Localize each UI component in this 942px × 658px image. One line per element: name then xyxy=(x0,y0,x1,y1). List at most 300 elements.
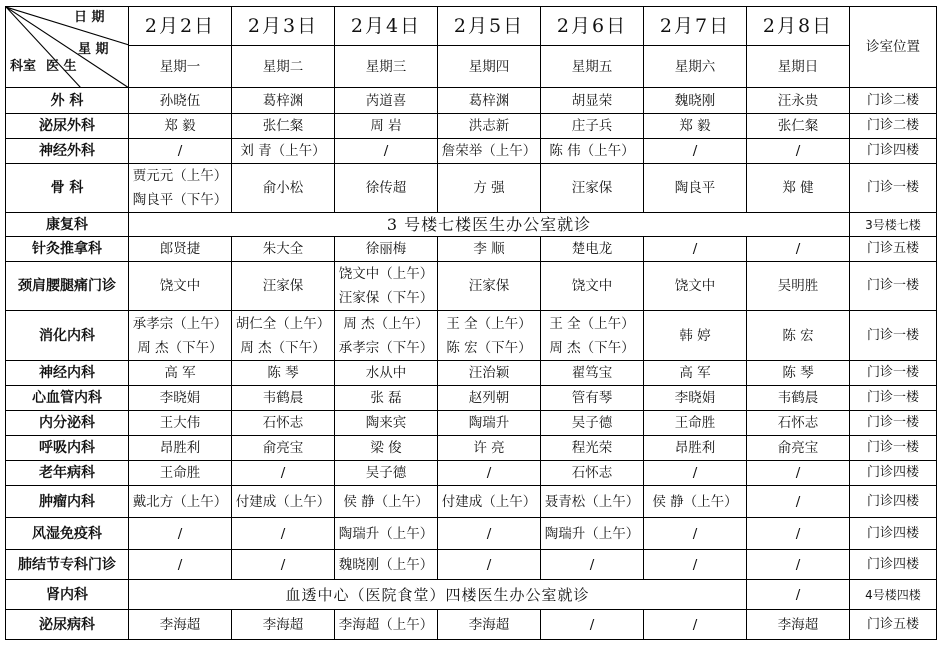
doctor-cell xyxy=(335,486,438,518)
schedule-row xyxy=(6,518,937,550)
doctor-cell xyxy=(644,361,747,386)
doctor-cell xyxy=(335,436,438,461)
doctor-cell xyxy=(129,550,232,580)
doctor-cell xyxy=(747,436,850,461)
doctor-cell xyxy=(541,436,644,461)
doctor-entry: 高 军 xyxy=(164,365,196,381)
doctor-entry: 戴北方（上午） xyxy=(132,493,228,510)
doctor-entry: 王 全（上午） xyxy=(446,315,532,332)
doctor-cell xyxy=(335,461,438,486)
doctor-cell xyxy=(232,311,335,361)
date-header: 2月8日 xyxy=(747,7,850,46)
doctor-cell xyxy=(644,610,747,640)
schedule-row xyxy=(6,213,937,237)
clinic-location: 门诊五楼 xyxy=(850,610,937,640)
doctor-entry: 魏晓刚 xyxy=(674,92,716,109)
clinic-location: 门诊四楼 xyxy=(850,461,937,486)
doctor-entry: 李海超 xyxy=(468,616,510,633)
doctor-entry: 李晓娟 xyxy=(159,390,201,406)
doctor-entry: 汪永贵 xyxy=(777,92,819,109)
schedule-row xyxy=(6,461,937,486)
date-header: 2月2日 xyxy=(129,7,232,46)
schedule-row xyxy=(6,411,937,436)
doctor-cell xyxy=(438,88,541,114)
schedule-row xyxy=(6,550,937,580)
clinic-location: 门诊四楼 xyxy=(850,518,937,550)
department-name: 消化内科 xyxy=(6,311,129,361)
merged-note-cell: 3 号楼七楼医生办公室就诊 xyxy=(129,213,850,237)
schedule-row xyxy=(6,580,937,610)
date-header: 2月3日 xyxy=(232,7,335,46)
doctor-cell xyxy=(541,361,644,386)
doctor-cell xyxy=(335,262,438,311)
doctor-entry: 侯 静（上午） xyxy=(652,493,738,510)
doctor-entry: 徐丽梅 xyxy=(365,241,407,257)
doctor-entry: 汪家保（下午） xyxy=(338,290,434,306)
doctor-cell xyxy=(129,436,232,461)
doctor-cell xyxy=(335,411,438,436)
doctor-cell xyxy=(335,550,438,580)
corner-date-label: 日 期 xyxy=(74,10,105,25)
clinic-location: 门诊一楼 xyxy=(850,311,937,361)
doctor-entry: / xyxy=(177,525,183,542)
doctor-cell xyxy=(129,139,232,164)
department-name: 针灸推拿科 xyxy=(6,237,129,262)
doctor-cell xyxy=(644,311,747,361)
clinic-location: 门诊四楼 xyxy=(850,486,937,518)
doctor-cell xyxy=(541,139,644,164)
doctor-entry: / xyxy=(692,525,698,542)
doctor-cell xyxy=(438,518,541,550)
doctor-cell xyxy=(335,386,438,411)
doctor-entry: 周 岩 xyxy=(370,118,402,134)
doctor-cell xyxy=(438,237,541,262)
doctor-cell xyxy=(747,262,850,311)
doctor-cell xyxy=(129,88,232,114)
date-header: 2月6日 xyxy=(541,7,644,46)
doctor-entry: 孙晓伍 xyxy=(159,92,201,109)
doctor-entry: 梁 俊 xyxy=(370,440,402,456)
doctor-cell xyxy=(747,461,850,486)
department-name: 呼吸内科 xyxy=(6,436,129,461)
doctor-cell xyxy=(438,411,541,436)
corner-weekday-label: 星 期 xyxy=(78,42,109,57)
doctor-cell xyxy=(129,518,232,550)
clinic-location: 门诊四楼 xyxy=(850,139,937,164)
doctor-entry: 陶瑞升（上午） xyxy=(544,525,640,542)
weekday-header: 星期三 xyxy=(335,46,438,88)
doctor-entry: 洪志新 xyxy=(468,118,510,134)
doctor-entry: 王 全（上午） xyxy=(549,315,635,332)
doctor-cell xyxy=(232,114,335,139)
doctor-entry: / xyxy=(795,241,801,257)
doctor-cell xyxy=(438,461,541,486)
doctor-cell xyxy=(335,518,438,550)
doctor-entry: / xyxy=(280,465,286,481)
doctor-cell xyxy=(129,237,232,262)
doctor-cell xyxy=(335,139,438,164)
department-name: 神经外科 xyxy=(6,139,129,164)
doctor-entry: 陈 宏 xyxy=(782,327,814,344)
department-name: 泌尿外科 xyxy=(6,114,129,139)
doctor-entry: 方 强 xyxy=(473,180,505,196)
department-name: 骨 科 xyxy=(6,164,129,213)
doctor-cell xyxy=(232,262,335,311)
doctor-entry: 张仁粲 xyxy=(777,118,819,134)
doctor-entry: 俞亮宝 xyxy=(777,440,819,456)
doctor-cell xyxy=(438,114,541,139)
doctor-entry: 郑 毅 xyxy=(679,118,711,134)
doctor-entry: / xyxy=(177,143,183,159)
schedule-row xyxy=(6,139,937,164)
doctor-cell xyxy=(129,486,232,518)
doctor-entry: / xyxy=(589,556,595,573)
doctor-cell xyxy=(129,461,232,486)
schedule-row xyxy=(6,486,937,518)
doctor-entry: 陶来宾 xyxy=(365,415,407,431)
doctor-entry: 郎贤捷 xyxy=(159,241,201,257)
doctor-cell xyxy=(541,164,644,213)
doctor-entry: 陈 琴 xyxy=(267,365,299,381)
doctor-entry: 付建成（上午） xyxy=(235,493,331,510)
doctor-entry: 陶瑞升（上午） xyxy=(338,525,434,542)
doctor-entry: 李 顺 xyxy=(473,241,505,257)
doctor-entry: 徐传超 xyxy=(365,180,407,196)
doctor-cell xyxy=(747,88,850,114)
doctor-entry: 高 军 xyxy=(679,365,711,381)
doctor-cell xyxy=(129,262,232,311)
corner-header-cell xyxy=(6,7,129,88)
doctor-cell xyxy=(232,164,335,213)
schedule-row xyxy=(6,386,937,411)
doctor-cell xyxy=(129,311,232,361)
doctor-cell xyxy=(644,88,747,114)
doctor-entry: 张 磊 xyxy=(370,390,402,406)
doctor-entry: 胡仁全（上午） xyxy=(235,315,331,332)
doctor-entry: 李晓娟 xyxy=(674,390,716,406)
doctor-cell xyxy=(747,518,850,550)
doctor-cell xyxy=(541,610,644,640)
doctor-cell xyxy=(747,311,850,361)
doctor-cell xyxy=(438,311,541,361)
department-name: 肺结节专科门诊 xyxy=(6,550,129,580)
doctor-entry: 翟笃宝 xyxy=(571,365,613,381)
doctor-entry: 吴子德 xyxy=(571,415,613,431)
doctor-cell xyxy=(335,114,438,139)
doctor-cell xyxy=(335,361,438,386)
doctor-entry: / xyxy=(486,465,492,481)
doctor-entry: 石怀志 xyxy=(571,465,613,481)
doctor-cell xyxy=(438,610,541,640)
doctor-entry: 程光荣 xyxy=(571,440,613,456)
doctor-cell xyxy=(747,610,850,640)
doctor-cell xyxy=(541,311,644,361)
department-name: 神经内科 xyxy=(6,361,129,386)
doctor-cell xyxy=(541,411,644,436)
weekday-header: 星期日 xyxy=(747,46,850,88)
doctor-cell xyxy=(129,361,232,386)
doctor-cell xyxy=(129,164,232,213)
doctor-cell xyxy=(747,114,850,139)
date-header: 2月5日 xyxy=(438,7,541,46)
clinic-location: 门诊四楼 xyxy=(850,550,937,580)
doctor-entry: 朱大全 xyxy=(262,241,304,257)
location-header: 诊室位置 xyxy=(850,7,937,88)
doctor-entry: / xyxy=(795,493,801,510)
doctor-cell xyxy=(747,139,850,164)
doctor-cell xyxy=(747,237,850,262)
schedule-body xyxy=(6,88,937,640)
doctor-cell xyxy=(129,114,232,139)
doctor-cell xyxy=(644,262,747,311)
doctor-entry: / xyxy=(692,556,698,573)
doctor-entry: 汪家保 xyxy=(571,180,613,196)
doctor-cell xyxy=(541,262,644,311)
doctor-entry: / xyxy=(692,616,698,633)
clinic-location: 门诊一楼 xyxy=(850,386,937,411)
doctor-cell xyxy=(541,386,644,411)
doctor-entry: 葛梓渊 xyxy=(468,92,510,109)
schedule-row xyxy=(6,610,937,640)
doctor-cell xyxy=(438,386,541,411)
doctor-entry: / xyxy=(692,143,698,159)
schedule-row xyxy=(6,164,937,213)
department-name: 外 科 xyxy=(6,88,129,114)
department-name: 颈肩腰腿痛门诊 xyxy=(6,262,129,311)
doctor-entry: 郑 健 xyxy=(782,180,814,196)
doctor-entry: / xyxy=(692,465,698,481)
doctor-entry: 胡显荣 xyxy=(571,92,613,109)
doctor-cell xyxy=(644,486,747,518)
clinic-location: 门诊二楼 xyxy=(850,114,937,139)
doctor-entry: 俞小松 xyxy=(262,180,304,196)
doctor-cell xyxy=(747,164,850,213)
doctor-cell xyxy=(232,386,335,411)
date-header: 2月4日 xyxy=(335,7,438,46)
doctor-entry: 周 杰（下午） xyxy=(137,339,223,356)
doctor-cell xyxy=(232,486,335,518)
doctor-entry: 昂胜利 xyxy=(674,440,716,456)
doctor-cell xyxy=(644,461,747,486)
doctor-entry: 李海超 xyxy=(262,616,304,633)
clinic-location: 门诊二楼 xyxy=(850,88,937,114)
doctor-cell xyxy=(747,386,850,411)
doctor-entry: 魏晓刚（上午） xyxy=(338,556,434,573)
doctor-entry: 张仁粲 xyxy=(262,118,304,134)
doctor-cell xyxy=(747,411,850,436)
doctor-cell xyxy=(129,386,232,411)
doctor-entry: 聂青松（上午） xyxy=(544,493,640,510)
doctor-entry: 承孝宗（下午） xyxy=(338,339,434,356)
doctor-cell xyxy=(232,518,335,550)
department-name: 泌尿病科 xyxy=(6,610,129,640)
clinic-location: 3号楼七楼 xyxy=(850,213,937,237)
doctor-cell xyxy=(232,436,335,461)
corner-diagonal-lines xyxy=(6,7,129,88)
doctor-entry: 陶瑞升 xyxy=(468,415,510,431)
clinic-location: 门诊一楼 xyxy=(850,262,937,311)
date-header-row xyxy=(6,7,937,46)
doctor-entry: / xyxy=(177,556,183,573)
doctor-cell xyxy=(335,610,438,640)
duty-schedule-table xyxy=(5,6,937,640)
doctor-entry: 饶文中 xyxy=(571,278,613,294)
doctor-entry: 许 亮 xyxy=(473,440,505,456)
doctor-cell xyxy=(232,88,335,114)
schedule-row xyxy=(6,361,937,386)
doctor-entry: 侯 静（上午） xyxy=(343,493,429,510)
doctor-entry: 庄子兵 xyxy=(571,118,613,134)
merged-note-cell: 血透中心（医院食堂）四楼医生办公室就诊 xyxy=(129,580,747,610)
schedule-row xyxy=(6,311,937,361)
doctor-entry: 楚电龙 xyxy=(571,241,613,257)
doctor-cell xyxy=(541,550,644,580)
corner-doctor-label: 医 生 xyxy=(46,59,77,74)
department-name: 内分泌科 xyxy=(6,411,129,436)
doctor-entry: 芮道喜 xyxy=(365,92,407,109)
clinic-location: 门诊一楼 xyxy=(850,361,937,386)
doctor-cell xyxy=(747,486,850,518)
doctor-cell: / xyxy=(747,580,850,610)
doctor-entry: / xyxy=(280,525,286,542)
doctor-entry: 饶文中 xyxy=(159,278,201,294)
doctor-cell xyxy=(129,610,232,640)
doctor-cell xyxy=(541,88,644,114)
weekday-header: 星期二 xyxy=(232,46,335,88)
doctor-cell xyxy=(644,550,747,580)
doctor-entry: 汪家保 xyxy=(262,278,304,294)
doctor-entry: 郑 毅 xyxy=(164,118,196,134)
doctor-entry: 饶文中 xyxy=(674,278,716,294)
doctor-cell xyxy=(644,114,747,139)
doctor-cell xyxy=(541,114,644,139)
doctor-entry: 王大伟 xyxy=(159,415,201,431)
doctor-entry: 周 杰（上午） xyxy=(343,315,429,332)
doctor-cell xyxy=(438,550,541,580)
department-name: 肿瘤内科 xyxy=(6,486,129,518)
doctor-cell xyxy=(232,461,335,486)
doctor-cell xyxy=(541,237,644,262)
doctor-entry: 韦鹤晨 xyxy=(262,390,304,406)
doctor-entry: 周 杰（下午） xyxy=(240,339,326,356)
doctor-cell xyxy=(644,139,747,164)
doctor-entry: 昂胜利 xyxy=(159,440,201,456)
doctor-entry: / xyxy=(795,556,801,573)
doctor-entry: 石怀志 xyxy=(262,415,304,431)
doctor-cell xyxy=(644,518,747,550)
doctor-entry: 石怀志 xyxy=(777,415,819,431)
weekday-header-row xyxy=(6,46,937,88)
doctor-entry: 陶良平（下午） xyxy=(132,192,228,208)
doctor-entry: 陈 伟（上午） xyxy=(549,143,635,159)
doctor-entry: / xyxy=(486,525,492,542)
department-name: 心血管内科 xyxy=(6,386,129,411)
doctor-entry: 汪家保 xyxy=(468,278,510,294)
weekday-header: 星期四 xyxy=(438,46,541,88)
doctor-entry: 王命胜 xyxy=(159,465,201,481)
date-header: 2月7日 xyxy=(644,7,747,46)
clinic-location: 门诊五楼 xyxy=(850,237,937,262)
doctor-entry: 刘 青（上午） xyxy=(240,143,326,159)
doctor-entry: 管有琴 xyxy=(571,390,613,406)
department-name: 肾内科 xyxy=(6,580,129,610)
doctor-cell xyxy=(232,411,335,436)
schedule-row xyxy=(6,262,937,311)
doctor-cell xyxy=(438,139,541,164)
doctor-cell xyxy=(438,361,541,386)
doctor-entry: 李海超 xyxy=(777,616,819,633)
doctor-cell xyxy=(644,164,747,213)
doctor-entry: 汪治颖 xyxy=(468,365,510,381)
doctor-cell xyxy=(541,461,644,486)
schedule-row xyxy=(6,114,937,139)
weekday-header: 星期六 xyxy=(644,46,747,88)
doctor-cell xyxy=(335,164,438,213)
doctor-entry: 陶良平 xyxy=(674,180,716,196)
doctor-entry: / xyxy=(795,143,801,159)
doctor-cell xyxy=(232,550,335,580)
doctor-entry: 吴子德 xyxy=(365,465,407,481)
doctor-cell xyxy=(335,237,438,262)
doctor-entry: 李海超（上午） xyxy=(338,616,434,633)
doctor-cell xyxy=(644,237,747,262)
department-name: 康复科 xyxy=(6,213,129,237)
doctor-entry: 陈 宏（下午） xyxy=(446,339,532,356)
corner-dept-label: 科室 xyxy=(10,59,37,74)
doctor-entry: 韩 婷 xyxy=(679,327,711,344)
doctor-cell xyxy=(232,237,335,262)
doctor-cell xyxy=(335,311,438,361)
doctor-cell xyxy=(438,486,541,518)
weekday-header: 星期一 xyxy=(129,46,232,88)
doctor-entry: 赵列朝 xyxy=(468,390,510,406)
doctor-entry: / xyxy=(486,556,492,573)
doctor-entry: / xyxy=(280,556,286,573)
doctor-cell xyxy=(438,164,541,213)
department-name: 风湿免疫科 xyxy=(6,518,129,550)
doctor-entry: 韦鹤晨 xyxy=(777,390,819,406)
department-name: 老年病科 xyxy=(6,461,129,486)
doctor-entry: 李海超 xyxy=(159,616,201,633)
clinic-location: 门诊一楼 xyxy=(850,436,937,461)
clinic-location: 门诊一楼 xyxy=(850,411,937,436)
doctor-entry: 承孝宗（上午） xyxy=(132,315,228,332)
clinic-location: 门诊一楼 xyxy=(850,164,937,213)
doctor-cell xyxy=(644,386,747,411)
doctor-cell xyxy=(232,139,335,164)
doctor-cell xyxy=(335,88,438,114)
doctor-entry: 周 杰（下午） xyxy=(549,339,635,356)
doctor-cell xyxy=(644,411,747,436)
doctor-cell xyxy=(747,550,850,580)
doctor-entry: 俞亮宝 xyxy=(262,440,304,456)
doctor-cell xyxy=(232,361,335,386)
weekday-header: 星期五 xyxy=(541,46,644,88)
doctor-entry: 付建成（上午） xyxy=(441,493,537,510)
doctor-cell xyxy=(541,486,644,518)
doctor-cell xyxy=(438,436,541,461)
doctor-entry: 饶文中（上午） xyxy=(338,266,434,282)
doctor-cell xyxy=(129,411,232,436)
schedule-row xyxy=(6,237,937,262)
doctor-entry: 水从中 xyxy=(365,365,407,381)
schedule-row xyxy=(6,436,937,461)
doctor-entry: / xyxy=(589,616,595,633)
doctor-cell xyxy=(747,361,850,386)
doctor-cell xyxy=(541,518,644,550)
doctor-entry: 陈 琴 xyxy=(782,365,814,381)
doctor-entry: / xyxy=(692,241,698,257)
